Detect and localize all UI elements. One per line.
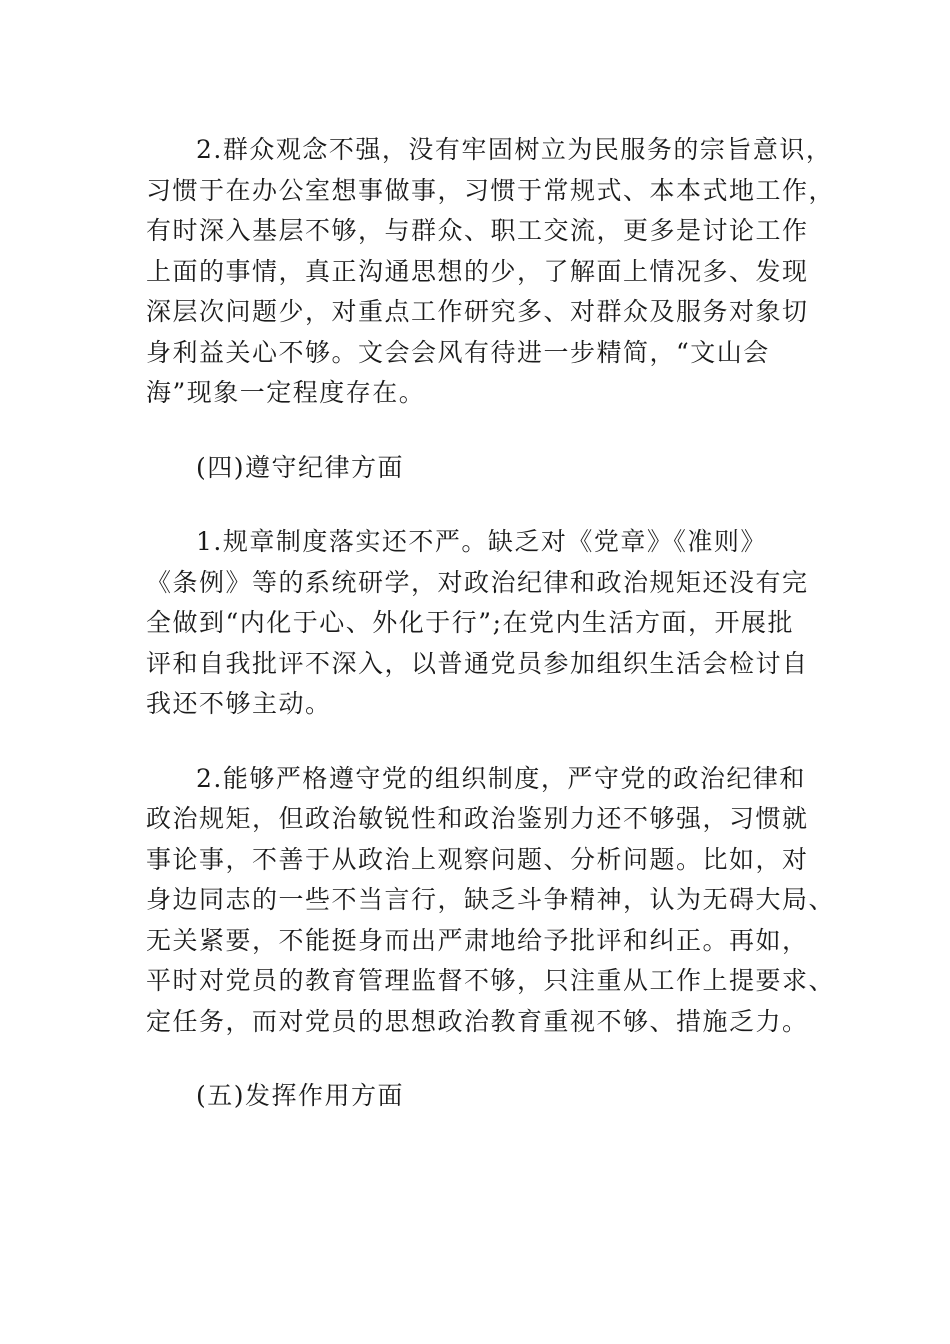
text-line: 有时深入基层不够，与群众、职工交流，更多是讨论工作 (146, 216, 809, 245)
text-line: 2.能够严格遵守党的组织制度，严守党的政治纪律和 (196, 763, 806, 793)
text-line: 深层次问题少，对重点工作研究多、对群众及服务对象切 (146, 297, 809, 326)
section-heading-role (146, 1076, 806, 1117)
text-line: 身边同志的一些不当言行，缺乏斗争精神，认为无碍大局、 (146, 885, 836, 914)
text-line: 2.群众观念不强，没有牢固树立为民服务的宗旨意识， (196, 135, 833, 164)
text-line: 全做到“内化于心、外化于行”;在党内生活方面，开展批 (146, 608, 794, 637)
text-line: 无关紧要，不能挺身而出严肃地给予批评和纠正。再如， (146, 925, 809, 955)
text-line: 习惯于在办公室想事做事，习惯于常规式、本本式地工作， (146, 175, 836, 205)
text-line: 政治规矩，但政治敏锐性和政治鉴别力还不够强，习惯就 (146, 804, 809, 833)
text-line: 1.规章制度落实还不严。缺乏对《党章》《准则》 (196, 527, 767, 556)
text-line: 事论事，不善于从政治上观察问题、分析问题。比如，对 (146, 844, 809, 874)
text-line: 平时对党员的教育管理监督不够，只注重从工作上提要求、 (146, 966, 836, 995)
heading-text: (五)发挥作用方面 (196, 1081, 405, 1110)
text-line: 身利益关心不够。文会会风有待进一步精简，“文山会 (146, 337, 770, 367)
text-line: 上面的事情，真正沟通思想的少，了解面上情况多、发现 (146, 256, 809, 286)
paragraph-organization-system (146, 759, 836, 1043)
text-line: 评和自我批评不深入，以普通党员参加组织生活会检讨自 (146, 648, 809, 678)
text-line: 定任务，而对党员的思想政治教育重视不够、措施乏力。 (146, 1006, 809, 1036)
section-heading-discipline (146, 448, 806, 489)
heading-text: (四)遵守纪律方面 (196, 452, 405, 482)
text-line: 海”现象一定程度存在。 (146, 378, 426, 407)
paragraph-mass-concept (146, 130, 836, 414)
paragraph-rules-implementation (146, 522, 809, 725)
text-line: 《条例》等的系统研学，对政治纪律和政治规矩还没有完 (146, 567, 809, 597)
document-body (146, 130, 836, 1117)
text-line: 我还不够主动。 (146, 689, 332, 718)
